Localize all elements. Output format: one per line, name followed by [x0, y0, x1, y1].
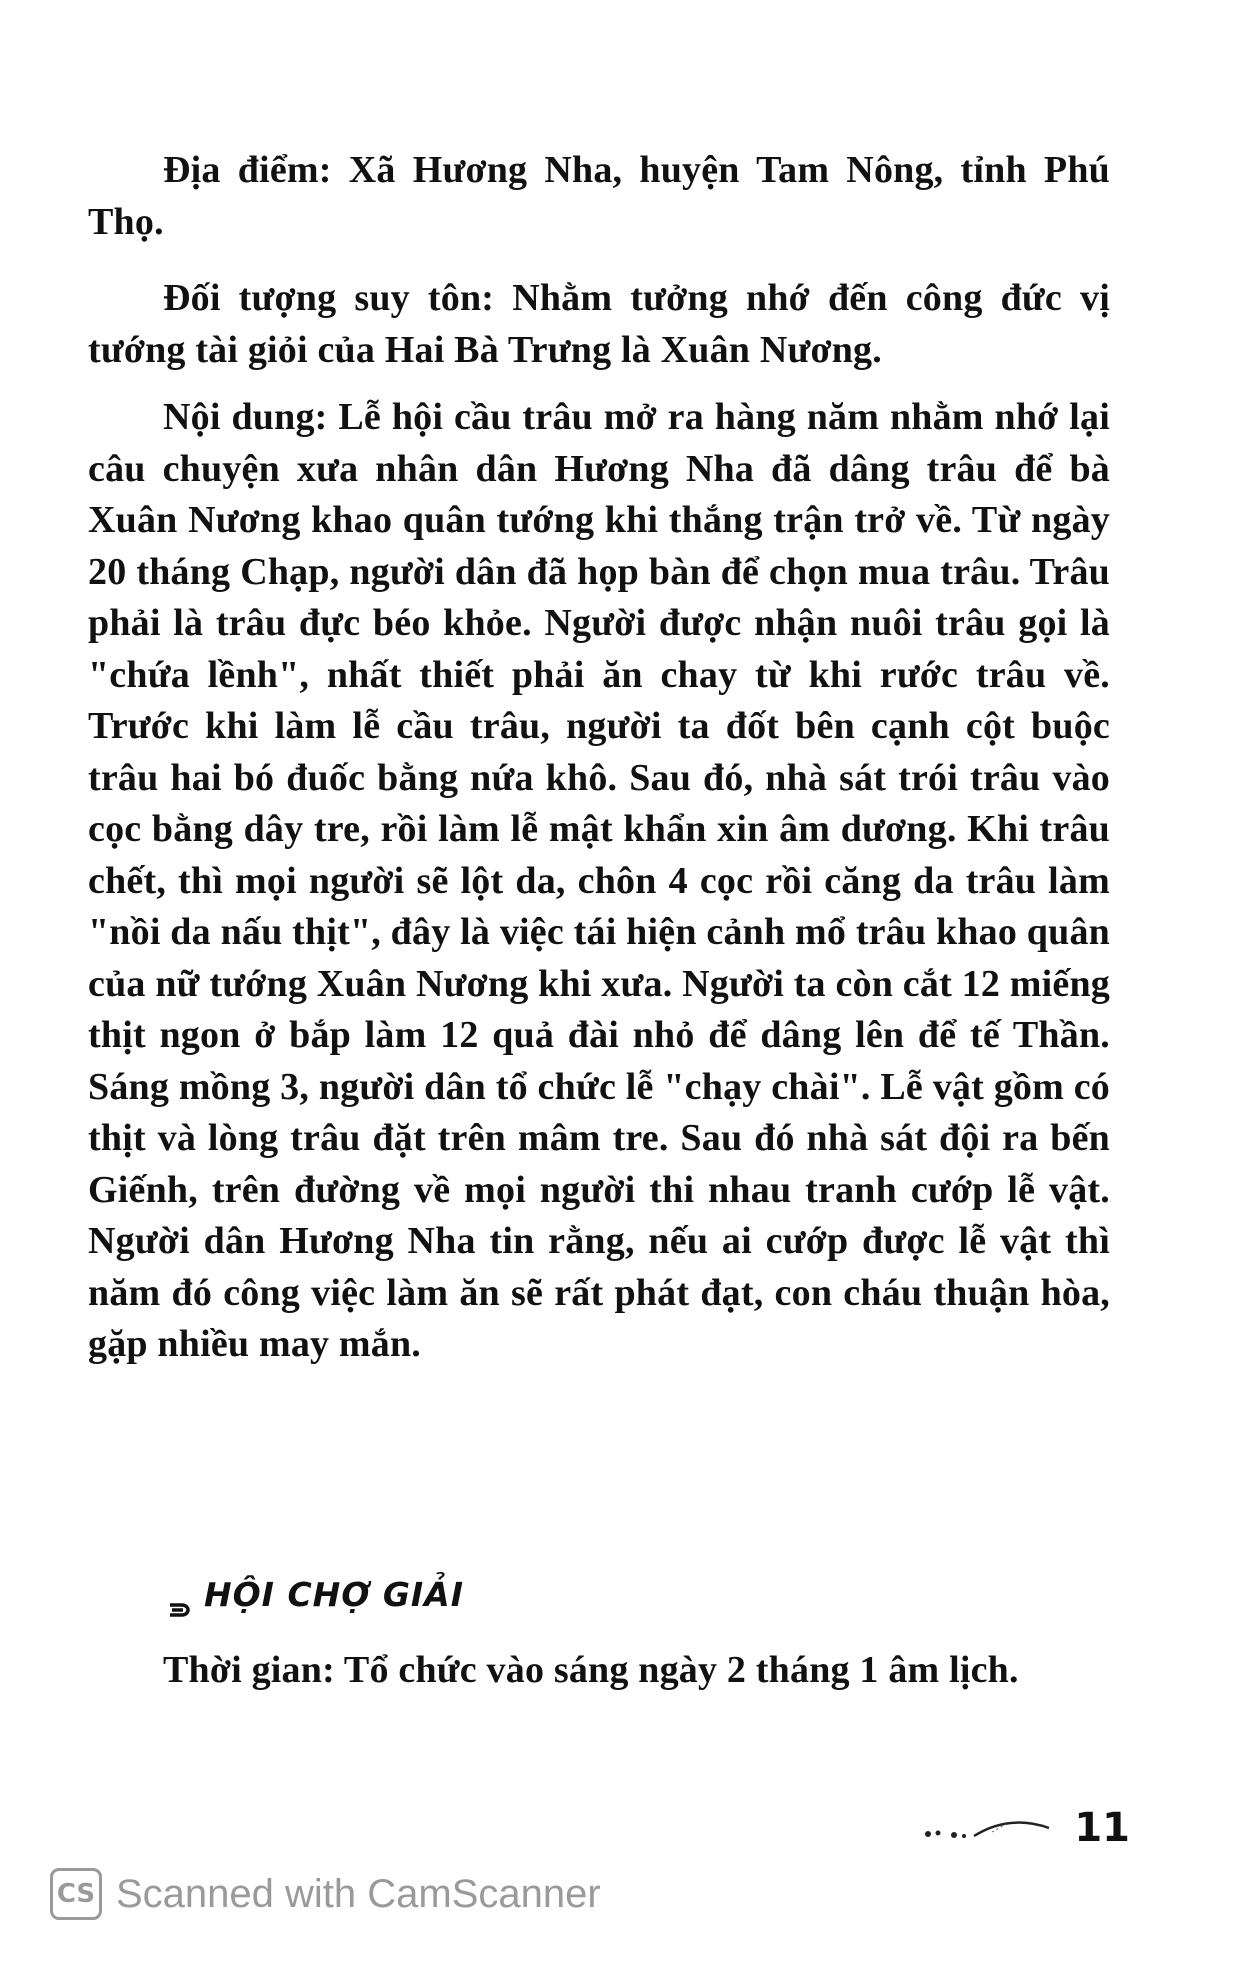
watermark-text: Scanned with CamScanner: [116, 1871, 601, 1916]
paragraph-content: Nội dung: Lễ hội cầu trâu mở ra hàng năm nhằm nhớ lại câu chuyện xưa nhân dân Hương Nha đã dâng trâu để bà Xuân Nương khao quân tướng khi thắng trận trở về. Từ ngày 20 tháng Chạp, người dân đã họp bàn để chọn mua trâu. Trâu phải là trâu đực béo khỏe. Người được nhận nuôi trâu gọi là "chứa lềnh", nhất thiết phải ăn chay từ khi rước trâu về. Trước khi làm lễ cầu trâu, người ta đốt bên cạnh cột buộc trâu hai bó đuốc bằng nứa khô. Sau đó, nhà sát trói trâu vào cọc bằng dây tre, rồi làm lễ mật khẩn xin âm dương. Khi trâu chết, thì mọi người sẽ lột da, chôn 4 cọc rồi căng da trâu làm "nồi da nấu thịt", đây là việc tái hiện cảnh mổ trâu khao quân của nữ tướng Xuân Nương khi xưa. Người ta còn cắt 12 miếng thịt ngon ở bắp làm 12 quả đài nhỏ để dâng lên để tế Thần. Sáng mồng 3, người dân tổ chức lễ "chạy chài". Lễ vật gồm có thịt và lòng trâu đặt trên mâm tre. Sau đó nhà sát đội ra bến Giếnh, trên đường về mọi người thi nhau tranh cướp lễ vật. Người dân Hương Nha tin rằng, nếu ai cướp được lễ vật thì năm đó công việc làm ăn sẽ rất phát đạt, con cháu thuận hòa, gặp nhiều may mắn.: [88, 396, 1110, 1365]
arrow-bullet-icon: [168, 1587, 190, 1603]
section-heading-text: HỘI CHỢ GIẢI: [204, 1575, 464, 1614]
page-ornament-icon: [914, 1806, 1064, 1851]
camscanner-logo: CS: [50, 1868, 102, 1920]
scanner-watermark: [50, 1868, 601, 1920]
page-number: 11: [1074, 1805, 1130, 1851]
paragraph-location: Địa điểm: Xã Hương Nha, huyện Tam Nông, tỉnh Phú Thọ.: [88, 149, 1110, 243]
page-footer: [914, 1805, 1130, 1851]
paragraph-time: Thời gian: Tổ chức vào sáng ngày 2 tháng 1 âm lịch.: [163, 1649, 1019, 1691]
paragraph-honoree: Đối tượng suy tôn: Nhằm tưởng nhớ đến công đức vị tướng tài giỏi của Hai Bà Trưng là Xuân Nương.: [88, 277, 1110, 371]
section-heading: [168, 1575, 464, 1614]
